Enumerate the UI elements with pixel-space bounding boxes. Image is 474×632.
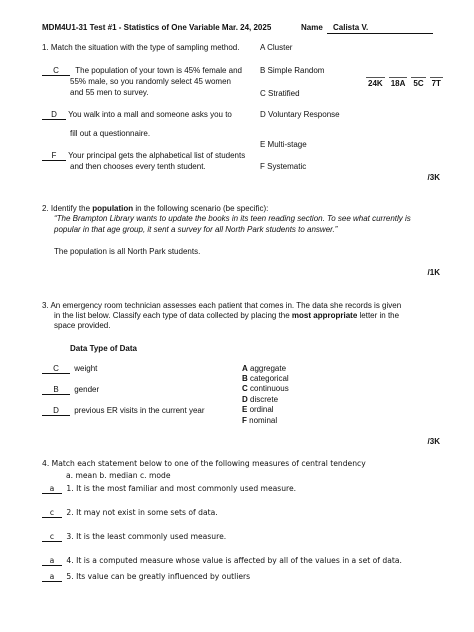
q1-option-c: C Stratified [260,89,300,98]
q3-item-er-visits: D previous ER visits in the current year [42,406,205,416]
q1-item-3-line2: and then chooses every tenth student. [70,162,206,171]
q2-marks: /1K [427,268,440,277]
q2-prompt: 2. Identify the population in the following scenario (be specific): [42,204,269,213]
name-value: Calista V. [333,23,369,32]
name-field[interactable] [327,23,433,34]
q1-item-1-line3: and 55 men to survey. [70,88,149,97]
q4-item-2: c 2. It may not exist in some sets of data. [42,508,218,518]
q1-option-b: B Simple Random [260,66,325,75]
q3-item-weight: C weight [42,364,97,374]
score-box-c: 5C [413,79,424,88]
q1-option-d: D Voluntary Response [260,110,340,119]
score-boxes [366,77,443,88]
q3-option-a: A aggregate [242,364,287,373]
q4-item-5: a 5. Its value can be greatly influenced by outliers [42,572,250,582]
q3-option-d: D discrete [242,395,279,404]
q3-line1: 3. An emergency room technician assesses each patient that comes in. The data she records is given [42,301,402,310]
q4-item-4: a 4. It is a computed measure whose value is affected by all of the values in a set of data. [42,556,402,566]
answer-blank[interactable]: c [42,508,62,518]
score-box-k: 24K [368,79,383,88]
q1-option-f: F Systematic [260,162,307,171]
q3-heading: Data Type of Data [70,344,137,353]
q1-item-2-line2: fill out a questionnaire. [70,129,151,138]
q3-line3: space provided. [54,321,111,330]
answer-blank[interactable]: C [42,364,70,374]
q2-answer[interactable]: The population is all North Park students. [54,247,201,256]
answer-blank[interactable]: F [42,151,66,161]
q3-item-gender: B gender [42,385,99,395]
q2-quote-line2: popular in that age group, it sent a survey for all North Park students to answer.” [54,225,338,234]
q3-option-c: C continuous [242,384,289,393]
answer-blank[interactable]: D [42,110,66,120]
score-box-a: 18A [390,79,406,88]
q1-option-e: E Multi-stage [260,140,307,149]
q3-option-b: B categorical [242,374,289,383]
q3-option-f: F nominal [242,416,278,425]
q2-quote-line1: “The Brampton Library wants to update the books in its teen reading section. To see what currently is [54,214,411,223]
name-label: Name [301,23,323,32]
page-title: MDM4U1-31 Test #1 - Statistics of One Variable Mar. 24, 2025 [42,23,272,32]
q4-options: a. mean b. median c. mode [66,471,171,480]
q4-item-1: a 1. It is the most familiar and most commonly used measure. [42,484,296,494]
answer-blank[interactable]: a [42,572,62,582]
q1-item-1-line2: 55% male, so you randomly select 45 women [70,77,231,86]
q1-item-1: C The population of your town is 45% female and [42,66,242,76]
answer-blank[interactable]: B [42,385,70,395]
answer-blank[interactable]: D [42,406,70,416]
q4-item-3: c 3. It is the least commonly used measure. [42,532,226,542]
answer-blank[interactable]: a [42,556,62,566]
q1-item-2: D You walk into a mall and someone asks you to [42,110,232,120]
answer-blank[interactable]: c [42,532,62,542]
q1-item-3: F Your principal gets the alphabetical list of students [42,151,245,161]
q1-option-a: A Cluster [260,43,293,52]
q3-option-e: E ordinal [242,405,274,414]
score-box-t: 7T [431,79,441,88]
q3-marks: /3K [427,437,440,446]
q4-prompt: 4. Match each statement below to one of the following measures of central tendency [42,459,366,468]
answer-blank[interactable]: a [42,484,62,494]
answer-blank[interactable]: C [42,66,70,76]
q1-prompt: 1. Match the situation with the type of sampling method. [42,43,240,52]
q1-marks: /3K [427,173,440,182]
q3-line2: in the list below. Classify each type of data collected by placing the most appropriate letter in the [54,311,400,320]
